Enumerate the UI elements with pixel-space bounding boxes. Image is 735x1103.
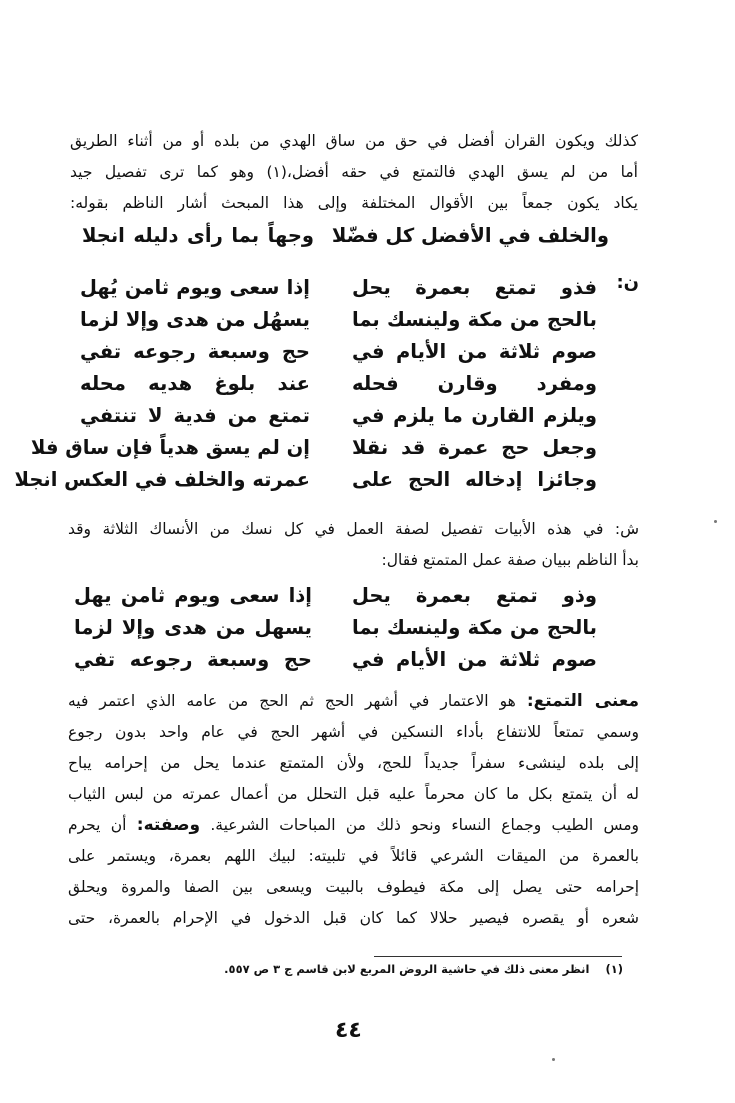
- verse-hemistich-left: إذا سعى ويوم ثامن يهل: [74, 584, 312, 607]
- commentary-paragraph: [68, 514, 639, 576]
- verse-hemistich-right: بالحج من مكة ولينسك بما: [352, 308, 597, 331]
- commentary-verse: [74, 612, 597, 643]
- verse-hemistich-left: عمرته والخلف في العكس انجلا: [14, 468, 310, 491]
- meaning-first-line: هو الاعتمار في أشهر الحج ثم الحج من عامه الذي اعتمر فيه: [68, 692, 516, 710]
- text-line: [68, 686, 639, 717]
- text-line: وسمي تمتعاً للانتفاع بأداء النسكين في أشهر الحج في عام واحد بدون رجوع: [68, 723, 639, 741]
- verse-hemistich-left: وجهاً بما رأى دليله انجلا: [82, 224, 314, 247]
- text-line: له أن يتمتع بكل ما كان محرماً عليه قبل التحلل من أعمال عمرته من لبس الثياب: [68, 785, 639, 803]
- verse-hemistich-right: ويلزم القارن ما يلزم في: [352, 404, 597, 427]
- verse-hemistich-left: يسهل من هدى وإلا لزما: [74, 616, 312, 639]
- verse-hemistich-right: صوم ثلاثة من الأيام في: [352, 648, 597, 671]
- poem-verse: [14, 464, 597, 495]
- footnote-text: انظر معنى ذلك في حاشية الروض المربع لابن قاسم ج ٣ ص ٥٥٧.: [224, 962, 590, 976]
- verse-hemistich-left: عند بلوغ هديه محله: [80, 372, 310, 395]
- text-line: كذلك ويكون القران أفضل في حق من ساق الهدي من بلده أو من أثناء الطريق: [70, 132, 638, 150]
- text-line: إلى بلده لينشىء سفراً جديداً للحج، ولأن المتمتع عندما يحل من إحرامه يباح: [68, 754, 639, 772]
- meaning-line5-end: أن يحرم: [68, 816, 127, 834]
- scan-speck: [714, 520, 717, 523]
- poem-marker: ن:: [616, 272, 639, 293]
- text-line: بالعمرة من الميقات الشرعي قائلاً في تلبيته: لبيك اللهم بعمرة، ويستمر على: [68, 847, 639, 865]
- description-heading: وصفته:: [136, 815, 201, 835]
- footnote-number: (١): [605, 962, 623, 976]
- scan-speck: [552, 1058, 555, 1061]
- verse-hemistich-right: وذو تمتع بعمرة يحل: [352, 584, 597, 607]
- text-line: شعره أو يقصره فيصير حلالا كما كان قبل الدخول في الإحرام بالعمرة، حتى: [68, 909, 639, 927]
- poem-verse: [80, 336, 597, 367]
- intro-paragraph: [70, 126, 638, 219]
- verse-hemistich-right: صوم ثلاثة من الأيام في: [352, 340, 597, 363]
- text-line: [68, 810, 639, 841]
- verse-hemistich-left: حج وسبعة رجوعه تفي: [80, 340, 310, 363]
- meaning-paragraph: [68, 686, 639, 934]
- verse-hemistich-right: فذو تمتع بعمرة يحل: [352, 276, 597, 299]
- meaning-heading: معنى التمتع:: [526, 691, 639, 711]
- poem-verse: [80, 400, 597, 431]
- text-line: إحرامه حتى يصل إلى مكة فيطوف بالبيت ويسعى بين الصفا والمروة ويحلق: [68, 878, 639, 896]
- intro-verse: [82, 220, 609, 251]
- meaning-line5-start: ومس الطيب وجماع النساء ونحو ذلك من المباحات الشرعية.: [210, 816, 639, 834]
- verse-hemistich-left: تمتع من فدية لا تنتفي: [80, 404, 310, 427]
- text-line: يكاد يكون جمعاً بين الأقوال المختلفة وإلى هذا المبحث أشار الناظم بقوله:: [70, 194, 638, 212]
- verse-hemistich-left: يسهُل من هدى وإلا لزما: [80, 308, 310, 331]
- text-line: بدأ الناظم ببيان صفة عمل المتمتع فقال:: [381, 551, 639, 569]
- commentary-verse: [74, 644, 597, 675]
- footnote: [224, 962, 623, 976]
- verse-hemistich-right: ومفرد وقارن فحله: [352, 372, 597, 395]
- poem-verse: [80, 368, 597, 399]
- commentary-verse: [74, 580, 597, 611]
- page-number: ٤٤: [335, 1018, 362, 1043]
- verse-hemistich-left: إن لم يسق هدياً فإن ساق فلا: [30, 436, 310, 459]
- text-line: ش: في هذه الأبيات تفصيل لصفة العمل في كل نسك من الأنساك الثلاثة وقد: [68, 520, 639, 538]
- poem-verse: [80, 304, 597, 335]
- verse-hemistich-left: إذا سعى ويوم ثامن يُهل: [80, 276, 310, 299]
- verse-hemistich-left: حج وسبعة رجوعه تفي: [74, 648, 312, 671]
- verse-hemistich-right: والخلف في الأفضل كل فضّلا: [331, 224, 609, 247]
- poem-verse: [80, 272, 597, 303]
- verse-hemistich-right: وجعل حج عمرة قد نقلا: [352, 436, 597, 459]
- poem-verse: [30, 432, 597, 463]
- text-line: أما من لم يسق الهدي فالتمتع في حقه أفضل،(١) وهو كما ترى تفصيل جيد: [70, 163, 638, 181]
- footnote-rule: [374, 956, 622, 957]
- verse-hemistich-right: وجائزا إدخاله الحج على: [352, 468, 597, 491]
- verse-hemistich-right: بالحج من مكة ولينسك بما: [352, 616, 597, 639]
